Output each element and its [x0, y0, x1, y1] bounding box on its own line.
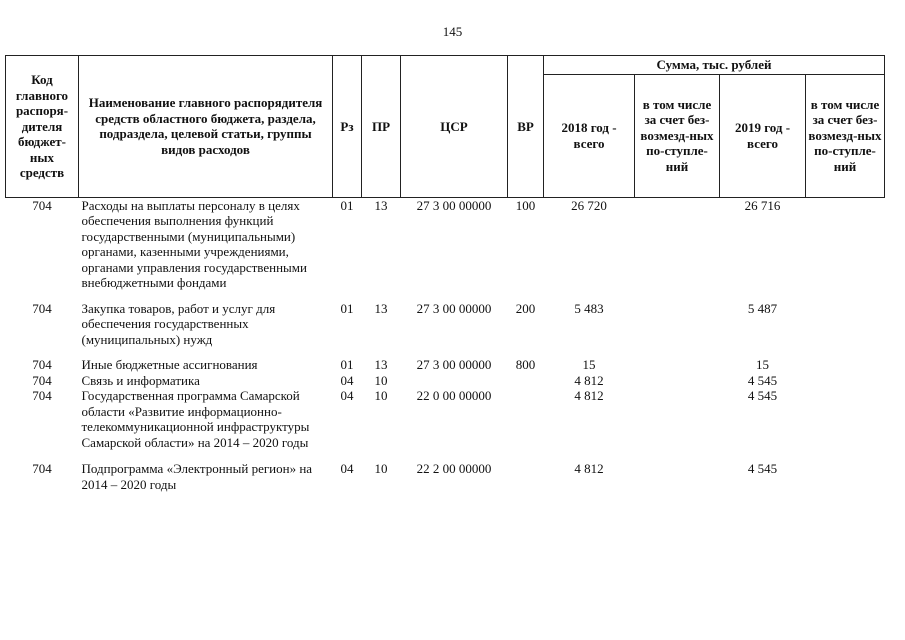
row-rz: 01 [340, 300, 354, 316]
row-rz: 04 [340, 372, 354, 388]
row-code: 704 [32, 461, 52, 476]
row-code: 704 [32, 372, 52, 388]
row-sum-2019: 26 716 [744, 197, 781, 213]
row-csr: 27 3 00 00000 [416, 357, 492, 372]
row-sum-2019-incl [806, 450, 885, 492]
table-row [6, 388, 885, 450]
header-vr: ВР [508, 56, 544, 198]
table-row [6, 197, 885, 291]
header-2019-total: 2019 год - всего [720, 74, 806, 197]
row-rz: 01 [340, 357, 354, 372]
row-sum-2019: 5 487 [747, 300, 778, 316]
page-number: 145 [442, 24, 463, 39]
row-code: 704 [32, 197, 52, 213]
row-name: Расходы на выплаты персоналу в целях обеспечения выполнения функций государственными (муниципальными) органами, казенными учреждениями, органами управления государственными внебюджетными фондами [81, 197, 307, 290]
header-sum: Сумма, тыс. рублей [544, 56, 885, 75]
header-2018-incl: в том числе за счет без-возмезд-ных по-ступле-ний [635, 74, 720, 197]
table-row [6, 291, 885, 348]
row-pr: 13 [374, 197, 388, 213]
row-sum-2018: 4 812 [574, 388, 604, 403]
row-vr: 200 [515, 300, 536, 316]
row-rz: 01 [340, 197, 354, 213]
row-sum-2018-incl [635, 388, 720, 450]
header-code: Код главного распоря-дителя бюджет-ных средств [6, 56, 79, 198]
row-rz: 04 [340, 461, 354, 476]
header-name: Наименование главного распорядителя средств областного бюджета, раздела, подраздела, целевой статьи, группы видов расходов [79, 56, 333, 198]
row-sum-2019-incl [806, 388, 885, 450]
row-sum-2018-incl [635, 450, 720, 492]
budget-table [5, 55, 885, 492]
table-row [6, 347, 885, 373]
row-pr: 10 [374, 461, 388, 476]
header-pr: ПР [362, 56, 401, 198]
row-sum-2019: 15 [756, 357, 769, 372]
row-pr: 10 [374, 372, 388, 388]
row-sum-2019: 4 545 [747, 461, 778, 476]
row-sum-2018-incl [635, 373, 720, 389]
row-sum-2018: 5 483 [574, 300, 604, 316]
row-sum-2019: 4 545 [747, 388, 778, 403]
row-sum-2018-incl [635, 347, 720, 373]
row-name: Связь и информатика [81, 372, 200, 388]
row-csr: 27 3 00 00000 [416, 300, 492, 316]
row-vr [508, 388, 544, 450]
row-code: 704 [32, 300, 52, 316]
row-name: Иные бюджетные ассигнования [81, 357, 258, 372]
row-csr [401, 373, 508, 389]
header-csr: ЦСР [401, 56, 508, 198]
row-sum-2019-incl [806, 347, 885, 373]
table-body [6, 197, 885, 492]
row-sum-2018: 4 812 [574, 372, 604, 388]
row-name: Подпрограмма «Электронный регион» на 2014 – 2020 годы [81, 461, 313, 492]
row-vr: 100 [515, 197, 536, 213]
row-sum-2018-incl [635, 197, 720, 291]
row-sum-2019-incl [806, 373, 885, 389]
row-rz: 04 [340, 388, 354, 403]
header-rz: Рз [333, 56, 362, 198]
row-sum-2018: 15 [582, 357, 596, 372]
row-csr: 22 0 00 00000 [416, 388, 492, 403]
row-name: Государственная программа Самарской области «Развитие информационно-телекоммуникационной инфраструктуры Самарской области» на 2014 – 2020 годы [81, 388, 310, 450]
row-pr: 13 [374, 357, 388, 372]
table-row [6, 373, 885, 389]
row-code: 704 [32, 388, 52, 403]
row-csr: 22 2 00 00000 [416, 461, 492, 476]
table-row [6, 450, 885, 492]
row-vr [508, 450, 544, 492]
row-pr: 13 [374, 300, 388, 316]
row-sum-2018-incl [635, 291, 720, 348]
row-code: 704 [32, 357, 52, 372]
table-header [6, 56, 885, 198]
row-sum-2018: 4 812 [574, 461, 604, 476]
row-vr [508, 373, 544, 389]
row-sum-2019-incl [806, 291, 885, 348]
header-2019-incl: в том числе за счет без-возмезд-ных по-ступле-ний [806, 74, 885, 197]
row-sum-2019-incl [806, 197, 885, 291]
row-name: Закупка товаров, работ и услуг для обеспечения государственных (муниципальных) нужд [81, 300, 276, 347]
row-vr: 800 [515, 357, 536, 372]
row-sum-2019: 4 545 [747, 372, 778, 388]
header-2018-total: 2018 год - всего [544, 74, 635, 197]
row-pr: 10 [374, 388, 388, 403]
row-sum-2018: 26 720 [571, 197, 607, 213]
row-csr: 27 3 00 00000 [416, 197, 492, 213]
